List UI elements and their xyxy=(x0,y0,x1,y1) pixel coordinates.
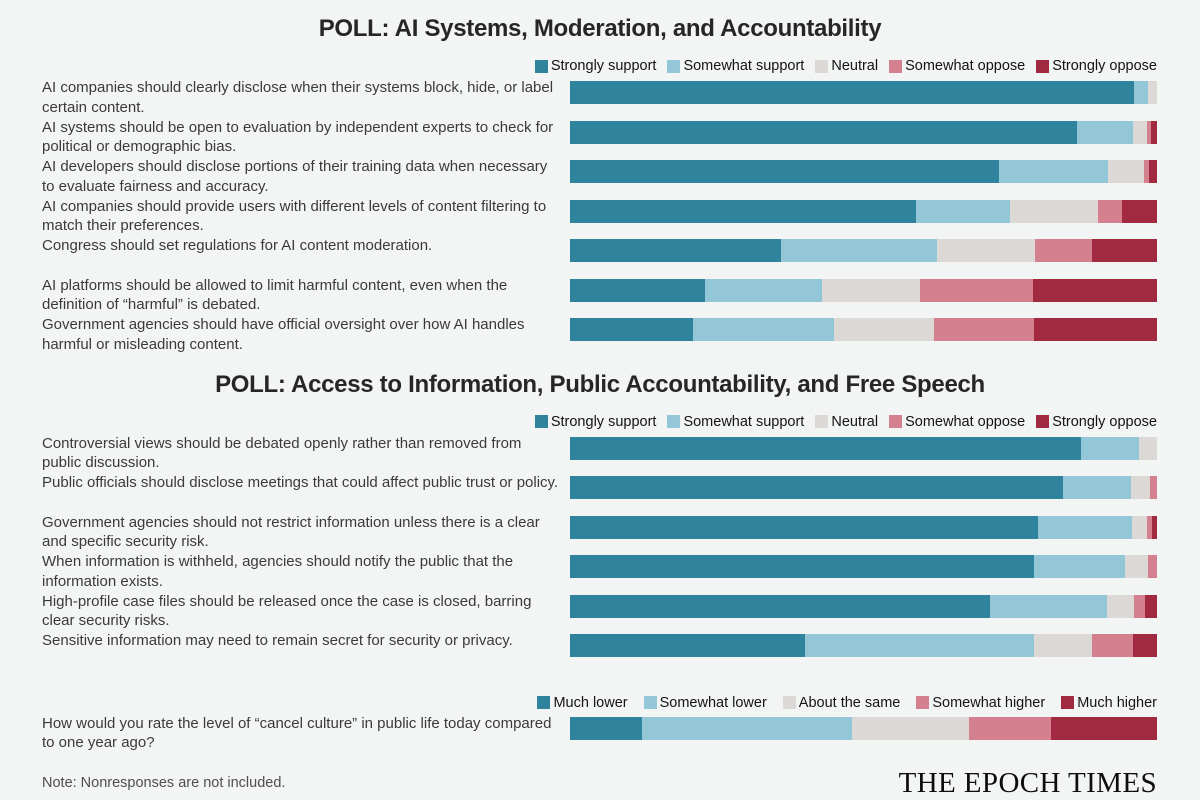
footer xyxy=(0,767,1200,800)
legend-item xyxy=(644,694,767,712)
bar-segment xyxy=(1077,121,1133,144)
bar-segment xyxy=(1134,81,1149,104)
stacked-bar xyxy=(570,81,1157,104)
legend-item xyxy=(783,694,901,712)
bar-segment xyxy=(920,279,1032,302)
legend-swatch-icon xyxy=(667,60,680,73)
stacked-bar xyxy=(570,279,1157,302)
legend-item xyxy=(889,57,1025,75)
bar-segment xyxy=(570,279,705,302)
bar-segment xyxy=(570,634,805,657)
stacked-bar xyxy=(570,595,1157,618)
poll-statement-label: Controversial views should be debated openly rather than removed from public discussion. xyxy=(42,434,522,471)
poll-row xyxy=(0,81,1200,121)
poll-statement-label: Congress should set regulations for AI content moderation. xyxy=(42,237,433,254)
bar-segment xyxy=(570,437,1081,460)
poll-row xyxy=(0,160,1200,200)
bar-segment xyxy=(570,239,781,262)
legend-label: Somewhat support xyxy=(683,413,805,430)
poll-row xyxy=(0,476,1200,516)
legend-item xyxy=(667,57,804,75)
bar-segment xyxy=(1108,160,1144,183)
bar-segment xyxy=(570,476,1063,499)
bar-segment xyxy=(1034,634,1093,657)
legend-label: Much higher xyxy=(1077,694,1157,711)
section-title: POLL: AI Systems, Moderation, and Accountability xyxy=(318,15,882,42)
legend-swatch-icon xyxy=(1036,60,1049,73)
bar-segment xyxy=(1148,81,1157,104)
legend xyxy=(0,57,1200,75)
bar-segment xyxy=(1081,437,1140,460)
bar-segment xyxy=(999,160,1109,183)
poll-statement-label: AI platforms should be allowed to limit harmful content, even when the definition of “harmful” is debated. xyxy=(42,276,508,313)
bar-segment xyxy=(1125,555,1148,578)
bar-segment xyxy=(1151,121,1157,144)
legend-swatch-icon xyxy=(889,415,902,428)
legend-item xyxy=(815,57,878,75)
legend-swatch-icon xyxy=(644,696,657,709)
poll-statement-label: AI systems should be open to evaluation by independent experts to check for political or demographic bias. xyxy=(42,118,554,155)
poll-statement-label: Government agencies should have official oversight over how AI handles harmful or misleading content. xyxy=(42,316,525,353)
legend-label: About the same xyxy=(798,694,901,711)
bar-segment xyxy=(642,717,852,740)
bar-segment xyxy=(570,717,642,740)
legend-label: Strongly oppose xyxy=(1052,58,1157,74)
stacked-bar xyxy=(570,555,1157,578)
legend-label: Somewhat higher xyxy=(932,694,1046,711)
legend-swatch-icon xyxy=(815,415,828,428)
bar-segment xyxy=(570,595,990,618)
poll-section xyxy=(0,14,1200,358)
bar-segment xyxy=(1038,516,1132,539)
legend-item xyxy=(537,694,627,712)
poll-statement-label: AI companies should clearly disclose when their systems block, hide, or label certain content. xyxy=(42,79,554,116)
poll-row xyxy=(0,592,1200,635)
legend xyxy=(0,413,1200,431)
bar-segment xyxy=(1149,160,1157,183)
legend-item xyxy=(815,413,878,431)
poll-statement-label: Government agencies should not restrict information unless there is a clear and specific security risk. xyxy=(42,513,540,550)
legend xyxy=(0,694,1200,712)
bar-rows xyxy=(0,434,1200,674)
bar-segment xyxy=(1132,516,1147,539)
legend-label: Somewhat oppose xyxy=(905,413,1026,430)
legend-label: Strongly support xyxy=(550,58,657,74)
poll-row xyxy=(0,513,1200,556)
stacked-bar xyxy=(570,160,1157,183)
poll-row xyxy=(0,555,1200,595)
bar-segment xyxy=(1010,200,1098,223)
bar-segment xyxy=(1145,595,1157,618)
bar-segment xyxy=(805,634,1034,657)
legend-item xyxy=(535,413,657,431)
bar-segment xyxy=(693,318,834,341)
bar-segment xyxy=(990,595,1107,618)
bar-segment xyxy=(969,717,1051,740)
bar-segment xyxy=(852,717,969,740)
bar-segment xyxy=(570,81,1134,104)
poll-row xyxy=(0,434,1200,477)
legend-item xyxy=(1036,413,1157,431)
bar-segment xyxy=(1122,200,1157,223)
bar-segment xyxy=(937,239,1035,262)
poll-row xyxy=(0,714,1200,757)
bar-segment xyxy=(1034,555,1125,578)
bar-segment xyxy=(570,200,916,223)
bar-segment xyxy=(570,516,1038,539)
bar-segment xyxy=(1150,476,1157,499)
bar-segment xyxy=(1063,476,1131,499)
legend-label: Much lower xyxy=(553,694,628,711)
legend-item xyxy=(1061,694,1157,712)
poll-statement-label: Public officials should disclose meetings that could affect public trust or policy. xyxy=(42,474,559,491)
footnote: Note: Nonresponses are not included. xyxy=(42,775,286,791)
legend-label: Neutral xyxy=(831,58,879,74)
legend-swatch-icon xyxy=(783,696,796,709)
bar-segment xyxy=(1035,239,1091,262)
bar-segment xyxy=(916,200,1010,223)
bar-segment xyxy=(1134,595,1145,618)
legend-label: Neutral xyxy=(831,413,879,430)
stacked-bar xyxy=(570,121,1157,144)
stacked-bar xyxy=(570,516,1157,539)
bar-segment xyxy=(570,160,999,183)
epoch-times-logo: THE EPOCH TIMES xyxy=(898,766,1157,799)
bar-segment xyxy=(1098,200,1121,223)
legend-swatch-icon xyxy=(535,415,548,428)
legend-swatch-icon xyxy=(535,60,548,73)
bar-segment xyxy=(1033,279,1157,302)
legend-swatch-icon xyxy=(537,696,550,709)
legend-swatch-icon xyxy=(1061,696,1074,709)
poll-row xyxy=(0,197,1200,240)
bar-rows xyxy=(0,714,1200,757)
legend-item xyxy=(916,694,1045,712)
bar-segment xyxy=(1152,516,1157,539)
stacked-bar xyxy=(570,634,1157,657)
poll-row xyxy=(0,318,1200,358)
legend-label: Somewhat support xyxy=(683,58,805,74)
poll-statement-label: When information is withheld, agencies should notify the public that the information exists. xyxy=(42,553,514,590)
legend-swatch-icon xyxy=(667,415,680,428)
bar-segment xyxy=(1034,318,1157,341)
poll-statement-label: How would you rate the level of “cancel culture” in public life today compared to one year ago? xyxy=(42,714,552,751)
bar-segment xyxy=(1092,239,1157,262)
bar-segment xyxy=(570,555,1034,578)
poll-statement-label: AI companies should provide users with different levels of content filtering to match their preferences. xyxy=(42,197,547,234)
poll-statement-label: Sensitive information may need to remain secret for security or privacy. xyxy=(42,632,513,649)
bar-segment xyxy=(822,279,920,302)
stacked-bar xyxy=(570,437,1157,460)
legend-swatch-icon xyxy=(815,60,828,73)
poll-statement-label: High-profile case files should be released once the case is closed, barring clear security risks. xyxy=(42,592,532,629)
poll-row xyxy=(0,118,1200,161)
bar-segment xyxy=(1133,121,1147,144)
poll-section xyxy=(0,694,1200,757)
bar-segment xyxy=(1107,595,1134,618)
poll-row xyxy=(0,239,1200,279)
legend-swatch-icon xyxy=(889,60,902,73)
stacked-bar xyxy=(570,200,1157,223)
poll-row xyxy=(0,634,1200,674)
bar-segment xyxy=(570,121,1077,144)
legend-label: Strongly oppose xyxy=(1052,413,1157,430)
legend-item xyxy=(889,413,1025,431)
bar-segment xyxy=(934,318,1034,341)
bar-segment xyxy=(1148,555,1157,578)
bar-segment xyxy=(1139,437,1157,460)
bar-segment xyxy=(834,318,934,341)
chart-sections xyxy=(0,14,1200,757)
poll-statement-label: AI developers should disclose portions of their training data when necessary to evaluate fairness and accuracy. xyxy=(42,158,548,195)
bar-segment xyxy=(1131,476,1150,499)
legend-item xyxy=(667,413,804,431)
legend-item xyxy=(1036,57,1157,75)
bar-segment xyxy=(570,318,693,341)
poll-row xyxy=(0,276,1200,319)
legend-swatch-icon xyxy=(916,696,929,709)
stacked-bar xyxy=(570,717,1157,740)
bar-segment xyxy=(705,279,822,302)
stacked-bar xyxy=(570,476,1157,499)
legend-item xyxy=(535,57,657,75)
legend-label: Somewhat oppose xyxy=(905,58,1026,74)
poll-section xyxy=(0,370,1200,674)
stacked-bar xyxy=(570,318,1157,341)
bar-segment xyxy=(1092,634,1133,657)
section-title: POLL: Access to Information, Public Accountability, and Free Speech xyxy=(215,370,985,398)
legend-label: Strongly support xyxy=(550,413,657,430)
bar-segment xyxy=(1133,634,1156,657)
stacked-bar xyxy=(570,239,1157,262)
legend-label: Somewhat lower xyxy=(659,694,767,711)
bar-segment xyxy=(1051,717,1157,740)
bar-segment xyxy=(781,239,937,262)
legend-swatch-icon xyxy=(1036,415,1049,428)
bar-rows xyxy=(0,81,1200,358)
